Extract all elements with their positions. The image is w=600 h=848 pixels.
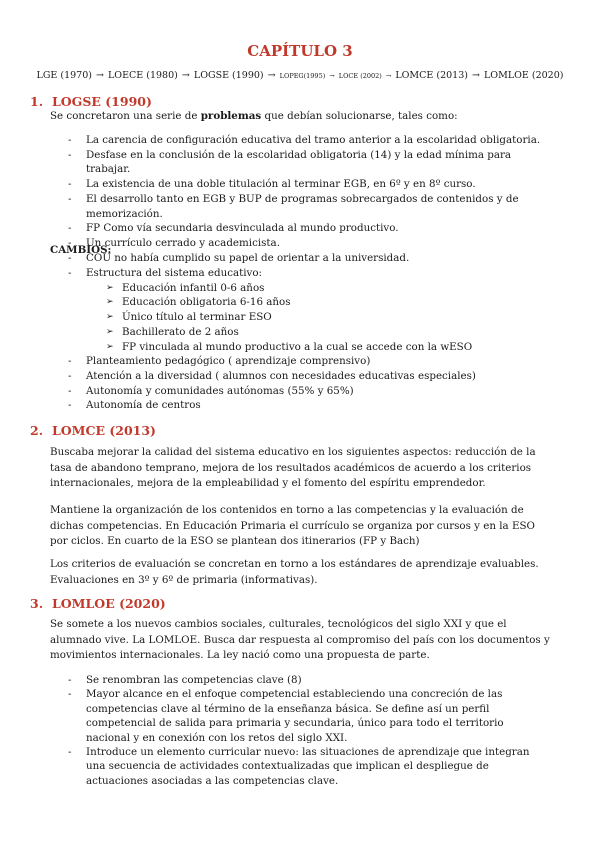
lomloe-list	[50, 673, 550, 788]
list-item: - COU no había cumplido su papel de orientar a la universidad.	[50, 251, 550, 266]
timeline-item: LOMLOE (2020)	[484, 70, 564, 81]
problems-list	[50, 133, 550, 265]
list-item: - Un currículo cerrado y academicista.	[50, 236, 550, 251]
arrow-icon: →	[267, 70, 276, 81]
list-item: - Mayor alcance en el enfoque competencial estableciendo una concreción de las competencias clave al término de la enseñanza básica. Se define así un perfil competencial de salida para primaria y secundaria, único para todo el territorio nacional y en conexión con los retos del siglo XXI.	[50, 687, 550, 745]
section1-intro	[50, 109, 550, 125]
section-heading-lomce	[30, 423, 156, 438]
arrow-icon: →	[385, 72, 392, 80]
sub-list-item: ➢ Educación obligatoria 6-16 años	[86, 295, 550, 310]
list-item: - Autonomía y comunidades autónomas (55% y 65%)	[50, 384, 550, 399]
list-item: - Introduce un elemento curricular nuevo: las situaciones de aprendizaje que integran una secuencia de actividades contextualizadas que implican el despliegue de actuaciones asociadas a las competencias clave.	[50, 745, 550, 788]
section2-paragraph: Mantiene la organización de los contenidos en torno a las competencias y la evaluación de dichas competencias. En Educación Primaria el currículo se organiza por cursos y en la ESO por ciclos. En cuarto de la ESO se plantean dos itinerarios (FP y Bach)	[50, 504, 535, 547]
list-item: - Planteamiento pedagógico ( aprendizaje comprensivo)	[50, 354, 550, 369]
section-title: LOMLOE (2020)	[52, 596, 166, 611]
chapter-title: CAPÍTULO 3	[247, 42, 353, 60]
list-item: - Desfase en la conclusión de la escolaridad obligatoria (14) y la edad mínima para trabajar.	[50, 148, 550, 177]
list-item	[50, 266, 550, 354]
section-number: 1.	[30, 94, 44, 109]
list-item-text: Estructura del sistema educativo:	[86, 267, 263, 279]
sub-list-item: ➢ Bachillerato de 2 años	[86, 325, 550, 340]
list-item: - El desarrollo tanto en EGB y BUP de programas sobrecargados de contenidos y de memorización.	[50, 192, 550, 221]
intro-text: Se concretaron una serie de	[50, 110, 201, 122]
list-item: - Se renombran las competencias clave (8)	[50, 673, 550, 687]
section-title: LOMCE (2013)	[52, 423, 156, 438]
intro-text: que debían solucionarse, tales como:	[261, 110, 458, 122]
list-item: - FP Como vía secundaria desvinculada al mundo productivo.	[50, 221, 550, 236]
section2-paragraph: Los criterios de evaluación se concretan en torno a los estándares de aprendizaje evaluables. Evaluaciones en 3º y 6º de primaria (informativas).	[50, 558, 539, 586]
section2-paragraph: Buscaba mejorar la calidad del sistema educativo en los siguientes aspectos: reducción de la tasa de abandono temprano, mejora de los resultados académicos de acuerdo a los criterios internacionales, mejora de la empleabilidad y el fomento del espíritu emprendedor.	[50, 446, 536, 489]
section3-paragraph: Se somete a los nuevos cambios sociales, culturales, tecnológicos del siglo XXI y que el alumnado vive. La LOMLOE. Busca dar respuesta al compromiso del país con los documentos y movimientos internacionales. La ley nació como una propuesta de parte.	[50, 618, 550, 661]
timeline-item: LGE (1970)	[36, 70, 92, 81]
timeline-item: LOMCE (2013)	[395, 70, 468, 81]
section-number: 2.	[30, 423, 44, 438]
arrow-icon: →	[96, 70, 104, 81]
arrow-icon: →	[329, 72, 335, 80]
sub-list-item: ➢ Único título al terminar ESO	[86, 310, 550, 325]
arrow-icon: →	[472, 70, 480, 81]
intro-bold-text: problemas	[200, 110, 262, 122]
structure-sublist	[86, 281, 550, 355]
list-item: - Autonomía de centros	[50, 398, 550, 413]
timeline-item: LOPEG(1995)	[279, 72, 326, 80]
cambios-list	[50, 266, 550, 413]
section-title: LOGSE (1990)	[52, 94, 152, 109]
timeline-item: LOGSE (1990)	[193, 70, 264, 81]
cambios-label: CAMBIOS:	[50, 244, 112, 256]
timeline-item: LOCE (2002)	[338, 72, 382, 80]
law-timeline	[0, 70, 600, 81]
section-number: 3.	[30, 596, 44, 611]
sub-list-item: ➢ FP vinculada al mundo productivo a la cual se accede con la wESO	[86, 340, 550, 355]
section-heading-logse	[30, 94, 152, 109]
sub-list-item: ➢ Educación infantil 0-6 años	[86, 281, 550, 296]
list-item: - La existencia de una doble titulación al terminar EGB, en 6º y en 8º curso.	[50, 177, 550, 192]
section-heading-lomloe	[30, 596, 166, 611]
list-item: - La carencia de configuración educativa del tramo anterior a la escolaridad obligatoria.	[50, 133, 550, 148]
list-item: - Atención a la diversidad ( alumnos con necesidades educativas especiales)	[50, 369, 550, 384]
arrow-icon: →	[181, 70, 190, 81]
timeline-item: LOECE (1980)	[108, 70, 178, 81]
